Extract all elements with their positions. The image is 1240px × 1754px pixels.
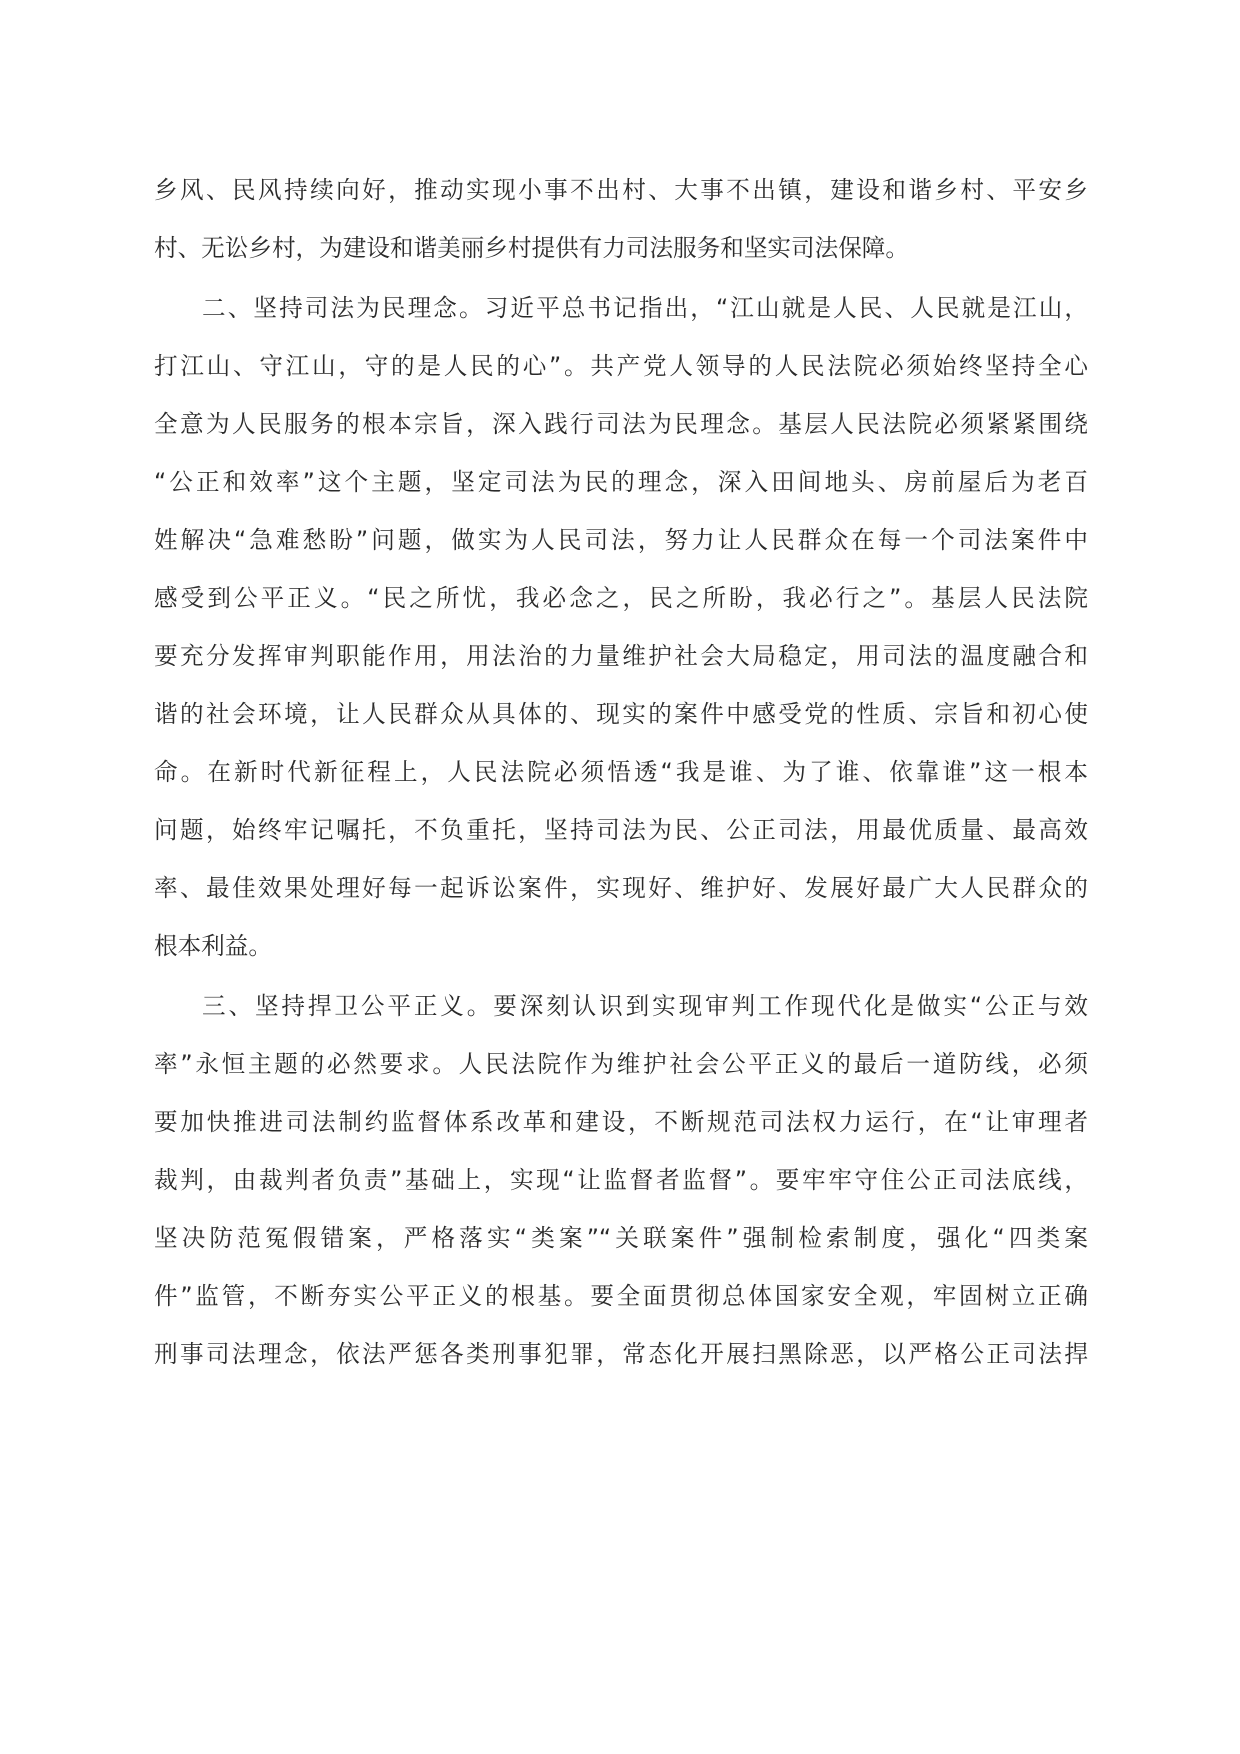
text-line: 件”监管，不断夯实公平正义的根基。要全面贯彻总体国家安全观，牢固树立正确 xyxy=(154,1282,1088,1310)
text-line: 命。在新时代新征程上，人民法院必须悟透“我是谁、为了谁、依靠谁”这一根本 xyxy=(154,758,1088,786)
text-line: 率”永恒主题的必然要求。人民法院作为维护社会公平正义的最后一道防线，必须 xyxy=(154,1050,1088,1078)
text-line: 裁判，由裁判者负责”基础上，实现“让监督者监督”。要牢牢守住公正司法底线， xyxy=(154,1166,1088,1194)
text-line: 刑事司法理念，依法严惩各类刑事犯罪，常态化开展扫黑除恶，以严格公正司法捍 xyxy=(154,1340,1088,1368)
text-line: 要充分发挥审判职能作用，用法治的力量维护社会大局稳定，用司法的温度融合和 xyxy=(154,642,1088,670)
text-line: 谐的社会环境，让人民群众从具体的、现实的案件中感受党的性质、宗旨和初心使 xyxy=(154,700,1088,728)
text-line: 问题，始终牢记嘱托，不负重托，坚持司法为民、公正司法，用最优质量、最高效 xyxy=(154,816,1088,844)
text-line: 全意为人民服务的根本宗旨，深入践行司法为民理念。基层人民法院必须紧紧围绕 xyxy=(154,410,1088,438)
text-line: 根本利益。 xyxy=(154,932,272,960)
text-line: “公正和效率”这个主题，坚定司法为民的理念，深入田间地头、房前屋后为老百 xyxy=(154,468,1088,496)
text-line: 打江山、守江山，守的是人民的心”。共产党人领导的人民法院必须始终坚持全心 xyxy=(154,352,1088,380)
text-line: 坚决防范冤假错案，严格落实“类案”“关联案件”强制检索制度，强化“四类案 xyxy=(154,1224,1088,1252)
text-line: 姓解决“急难愁盼”问题，做实为人民司法，努力让人民群众在每一个司法案件中 xyxy=(154,526,1088,554)
paragraph-heading-line: 二、坚持司法为民理念。习近平总书记指出，“江山就是人民、人民就是江山， xyxy=(202,294,1088,322)
text-line: 率、最佳效果处理好每一起诉讼案件，实现好、维护好、发展好最广大人民群众的 xyxy=(154,874,1088,902)
paragraph-heading-line: 三、坚持捍卫公平正义。要深刻认识到实现审判工作现代化是做实“公正与效 xyxy=(202,992,1088,1020)
text-line: 要加快推进司法制约监督体系改革和建设，不断规范司法权力运行，在“让审理者 xyxy=(154,1108,1088,1136)
text-line: 感受到公平正义。“民之所忧，我必念之，民之所盼，我必行之”。基层人民法院 xyxy=(154,584,1088,612)
text-line: 村、无讼乡村，为建设和谐美丽乡村提供有力司法服务和坚实司法保障。 xyxy=(154,234,909,262)
text-line: 乡风、民风持续向好，推动实现小事不出村、大事不出镇，建设和谐乡村、平安乡 xyxy=(154,176,1088,204)
